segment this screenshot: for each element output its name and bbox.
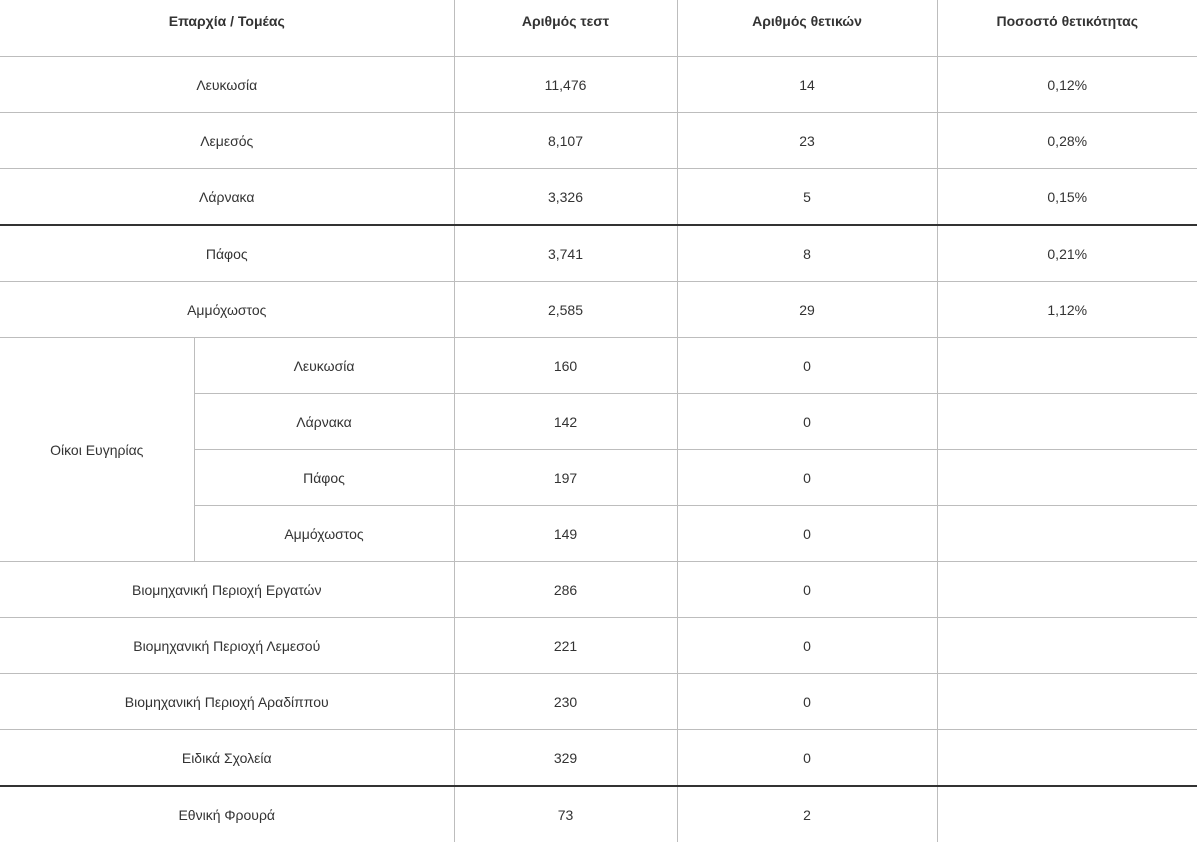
table-row	[0, 113, 1197, 169]
row-rate	[937, 450, 1197, 506]
row-label: Βιομηχανική Περιοχή Εργατών	[0, 562, 454, 618]
row-positives: 0	[677, 618, 937, 674]
subrow-label: Πάφος	[194, 450, 454, 506]
row-rate: 0,21%	[937, 225, 1197, 282]
row-positives: 0	[677, 394, 937, 450]
row-tests: 197	[454, 450, 677, 506]
table-row	[0, 282, 1197, 338]
row-rate: 0,12%	[937, 57, 1197, 113]
table-row	[0, 338, 1197, 394]
header-row	[0, 0, 1197, 57]
row-tests: 149	[454, 506, 677, 562]
subrow-label: Λάρνακα	[194, 394, 454, 450]
row-positives: 0	[677, 562, 937, 618]
row-positives: 0	[677, 730, 937, 787]
row-rate	[937, 674, 1197, 730]
row-label: Βιομηχανική Περιοχή Αραδίππου	[0, 674, 454, 730]
table-row	[0, 225, 1197, 282]
row-tests: 2,585	[454, 282, 677, 338]
header-rate: Ποσοστό θετικότητας	[937, 0, 1197, 57]
table-row	[0, 730, 1197, 787]
table-row	[0, 786, 1197, 842]
table-row	[0, 169, 1197, 226]
row-rate: 1,12%	[937, 282, 1197, 338]
row-tests: 160	[454, 338, 677, 394]
row-tests: 286	[454, 562, 677, 618]
row-label: Λευκωσία	[0, 57, 454, 113]
row-rate	[937, 506, 1197, 562]
row-tests: 230	[454, 674, 677, 730]
row-tests: 11,476	[454, 57, 677, 113]
row-label: Λάρνακα	[0, 169, 454, 226]
row-positives: 2	[677, 786, 937, 842]
row-positives: 14	[677, 57, 937, 113]
row-tests: 73	[454, 786, 677, 842]
subrow-label: Αμμόχωστος	[194, 506, 454, 562]
group-label: Οίκοι Ευγηρίας	[0, 338, 194, 562]
row-rate	[937, 730, 1197, 787]
row-tests: 142	[454, 394, 677, 450]
row-positives: 0	[677, 450, 937, 506]
row-rate	[937, 394, 1197, 450]
row-positives: 29	[677, 282, 937, 338]
row-positives: 0	[677, 338, 937, 394]
row-rate: 0,28%	[937, 113, 1197, 169]
row-label: Βιομηχανική Περιοχή Λεμεσού	[0, 618, 454, 674]
row-tests: 329	[454, 730, 677, 787]
table-row	[0, 618, 1197, 674]
row-positives: 0	[677, 506, 937, 562]
header-positives: Αριθμός θετικών	[677, 0, 937, 57]
row-rate	[937, 618, 1197, 674]
row-tests: 3,326	[454, 169, 677, 226]
row-tests: 3,741	[454, 225, 677, 282]
row-positives: 5	[677, 169, 937, 226]
row-positives: 0	[677, 674, 937, 730]
row-tests: 221	[454, 618, 677, 674]
row-label: Λεμεσός	[0, 113, 454, 169]
table-row	[0, 674, 1197, 730]
table-row	[0, 57, 1197, 113]
row-label: Πάφος	[0, 225, 454, 282]
row-label: Εθνική Φρουρά	[0, 786, 454, 842]
header-district: Επαρχία / Τομέας	[0, 0, 454, 57]
row-positives: 8	[677, 225, 937, 282]
row-rate	[937, 562, 1197, 618]
row-positives: 23	[677, 113, 937, 169]
row-rate	[937, 338, 1197, 394]
row-label: Ειδικά Σχολεία	[0, 730, 454, 787]
row-tests: 8,107	[454, 113, 677, 169]
header-tests: Αριθμός τεστ	[454, 0, 677, 57]
row-rate	[937, 786, 1197, 842]
row-label: Αμμόχωστος	[0, 282, 454, 338]
row-rate: 0,15%	[937, 169, 1197, 226]
subrow-label: Λευκωσία	[194, 338, 454, 394]
table-row	[0, 562, 1197, 618]
